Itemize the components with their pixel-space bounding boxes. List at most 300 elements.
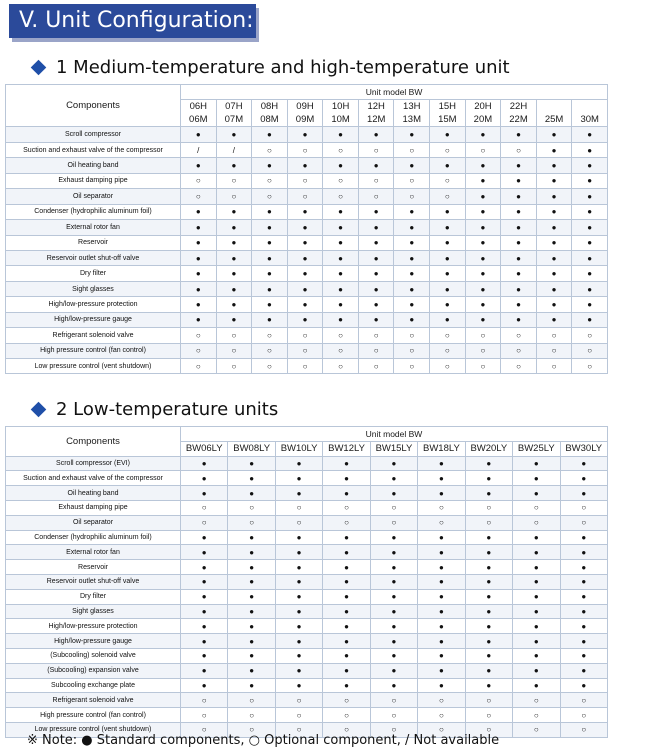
config-symbol-cell: ●: [275, 456, 322, 471]
table-row: [6, 708, 608, 723]
components-header: Components: [6, 85, 181, 127]
config-symbol-cell: ○: [536, 328, 572, 343]
config-symbol-cell: ●: [536, 204, 572, 219]
table-row: [6, 312, 608, 327]
config-symbol-cell: ●: [323, 204, 359, 219]
config-symbol-cell: ●: [394, 220, 430, 235]
config-symbol-cell: ●: [501, 266, 537, 281]
config-symbol-cell: ●: [323, 678, 370, 693]
table-row: [6, 142, 608, 157]
config-symbol-cell: ●: [513, 619, 560, 634]
config-symbol-cell: ●: [323, 250, 359, 265]
config-symbol-cell: ●: [465, 173, 501, 188]
config-symbol-cell: ●: [501, 220, 537, 235]
config-symbol-cell: ●: [181, 158, 217, 173]
model-h-code: [572, 100, 607, 113]
config-symbol-cell: ●: [323, 663, 370, 678]
config-symbol-cell: ○: [323, 173, 359, 188]
medium-high-temp-config-table: [5, 84, 608, 374]
model-header-cell: BW18LY: [418, 441, 465, 456]
component-label: External rotor fan: [6, 220, 181, 235]
config-symbol-cell: ●: [216, 266, 252, 281]
component-label: Sight glasses: [6, 281, 181, 296]
config-symbol-cell: ●: [370, 634, 417, 649]
config-symbol-cell: ●: [513, 530, 560, 545]
config-symbol-cell: ●: [560, 456, 607, 471]
config-symbol-cell: ●: [323, 560, 370, 575]
config-symbol-cell: ○: [572, 343, 608, 358]
config-symbol-cell: ●: [430, 158, 466, 173]
config-symbol-cell: ●: [572, 297, 608, 312]
config-symbol-cell: ●: [465, 456, 512, 471]
component-label: Dry filter: [6, 589, 181, 604]
config-symbol-cell: ○: [572, 359, 608, 374]
table-row: [6, 486, 608, 501]
config-symbol-cell: ●: [430, 312, 466, 327]
config-symbol-cell: ●: [465, 158, 501, 173]
config-symbol-cell: ○: [394, 343, 430, 358]
config-symbol-cell: ○: [430, 173, 466, 188]
config-symbol-cell: ●: [370, 574, 417, 589]
config-symbol-cell: ●: [465, 678, 512, 693]
config-symbol-cell: ●: [465, 545, 512, 560]
config-symbol-cell: ●: [465, 471, 512, 486]
config-symbol-cell: ○: [323, 693, 370, 708]
config-symbol-cell: ●: [275, 634, 322, 649]
config-symbol-cell: ○: [465, 515, 512, 530]
config-symbol-cell: ●: [358, 235, 394, 250]
config-symbol-cell: ●: [465, 530, 512, 545]
config-symbol-cell: ●: [465, 589, 512, 604]
table-row: [6, 189, 608, 204]
component-label: Oil separator: [6, 189, 181, 204]
config-symbol-cell: ●: [513, 634, 560, 649]
config-symbol-cell: ●: [323, 604, 370, 619]
config-symbol-cell: ○: [465, 708, 512, 723]
config-symbol-cell: ●: [572, 204, 608, 219]
config-symbol-cell: ●: [181, 471, 228, 486]
config-symbol-cell: ●: [394, 158, 430, 173]
config-symbol-cell: ●: [181, 604, 228, 619]
table-row: [6, 456, 608, 471]
config-symbol-cell: ●: [430, 250, 466, 265]
config-symbol-cell: ●: [275, 604, 322, 619]
config-symbol-cell: ●: [287, 127, 323, 142]
config-symbol-cell: ●: [275, 678, 322, 693]
page-title: V. Unit Configuration:: [9, 4, 256, 38]
config-symbol-cell: ○: [228, 722, 275, 737]
table-row: [6, 604, 608, 619]
config-symbol-cell: ○: [418, 515, 465, 530]
config-symbol-cell: ●: [370, 678, 417, 693]
config-symbol-cell: ○: [501, 343, 537, 358]
config-symbol-cell: ●: [323, 127, 359, 142]
table-row: [6, 281, 608, 296]
config-symbol-cell: ●: [252, 204, 288, 219]
config-symbol-cell: ●: [430, 235, 466, 250]
model-h-code: 12H: [367, 101, 385, 113]
config-symbol-cell: ●: [513, 604, 560, 619]
config-symbol-cell: ○: [323, 500, 370, 515]
config-symbol-cell: ●: [228, 663, 275, 678]
model-m-code: 30M: [580, 114, 599, 126]
model-h-code: 20H: [474, 101, 492, 113]
config-symbol-cell: ○: [181, 359, 217, 374]
model-header-cell: BW12LY: [323, 441, 370, 456]
config-symbol-cell: ●: [358, 250, 394, 265]
config-symbol-cell: ○: [275, 722, 322, 737]
config-symbol-cell: ●: [418, 486, 465, 501]
config-symbol-cell: ●: [216, 204, 252, 219]
config-symbol-cell: ●: [287, 220, 323, 235]
config-symbol-cell: ●: [418, 574, 465, 589]
config-symbol-cell: ●: [228, 471, 275, 486]
component-label: Oil heating band: [6, 486, 181, 501]
config-symbol-cell: ●: [323, 545, 370, 560]
config-symbol-cell: ●: [560, 589, 607, 604]
section2-heading-row: [30, 399, 278, 420]
section1-heading-row: [30, 57, 510, 78]
config-symbol-cell: ○: [323, 359, 359, 374]
config-symbol-cell: ●: [181, 297, 217, 312]
config-symbol-cell: ○: [181, 189, 217, 204]
config-symbol-cell: ●: [323, 456, 370, 471]
config-symbol-cell: ○: [358, 142, 394, 157]
config-symbol-cell: ●: [228, 604, 275, 619]
config-symbol-cell: ●: [560, 486, 607, 501]
config-symbol-cell: ○: [536, 343, 572, 358]
config-symbol-cell: ●: [323, 530, 370, 545]
model-h-code: 07H: [225, 101, 243, 113]
component-label: Oil heating band: [6, 158, 181, 173]
config-symbol-cell: ●: [536, 312, 572, 327]
model-h-code: [537, 100, 572, 113]
config-symbol-cell: ●: [560, 471, 607, 486]
config-symbol-cell: ●: [513, 456, 560, 471]
config-symbol-cell: ○: [513, 500, 560, 515]
config-symbol-cell: ●: [275, 574, 322, 589]
config-symbol-cell: ●: [560, 530, 607, 545]
config-symbol-cell: ●: [465, 204, 501, 219]
component-label: Low pressure control (vent shutdown): [6, 359, 181, 374]
config-symbol-cell: ○: [430, 343, 466, 358]
table-row: [6, 663, 608, 678]
model-h-code: 15H: [438, 101, 457, 113]
model-header-cell: BW06LY: [181, 441, 228, 456]
config-symbol-cell: ●: [358, 158, 394, 173]
config-symbol-cell: ○: [275, 708, 322, 723]
config-symbol-cell: ●: [418, 560, 465, 575]
config-symbol-cell: ●: [181, 545, 228, 560]
config-symbol-cell: ○: [181, 328, 217, 343]
config-symbol-cell: ○: [465, 359, 501, 374]
config-symbol-cell: ●: [418, 648, 465, 663]
model-m-code: 06M: [189, 114, 208, 126]
config-symbol-cell: ●: [513, 589, 560, 604]
config-symbol-cell: ○: [216, 343, 252, 358]
config-symbol-cell: ○: [181, 515, 228, 530]
config-symbol-cell: ●: [394, 281, 430, 296]
config-symbol-cell: ●: [430, 281, 466, 296]
config-symbol-cell: ○: [323, 189, 359, 204]
component-label: Reservoir outlet shut-off valve: [6, 574, 181, 589]
config-symbol-cell: ○: [370, 693, 417, 708]
config-symbol-cell: ●: [513, 486, 560, 501]
config-symbol-cell: ●: [394, 250, 430, 265]
config-symbol-cell: ●: [394, 266, 430, 281]
table-row: [6, 500, 608, 515]
config-symbol-cell: ●: [513, 663, 560, 678]
config-symbol-cell: ●: [216, 158, 252, 173]
config-symbol-cell: ○: [465, 693, 512, 708]
config-symbol-cell: ○: [181, 722, 228, 737]
config-symbol-cell: ●: [228, 678, 275, 693]
config-symbol-cell: ●: [418, 634, 465, 649]
config-symbol-cell: ●: [418, 663, 465, 678]
config-symbol-cell: ○: [394, 173, 430, 188]
table-row: [6, 297, 608, 312]
config-symbol-cell: ●: [501, 312, 537, 327]
model-header-cell: [323, 100, 359, 127]
config-symbol-cell: ●: [394, 297, 430, 312]
config-symbol-cell: ●: [358, 220, 394, 235]
config-symbol-cell: ●: [501, 281, 537, 296]
config-symbol-cell: ●: [323, 648, 370, 663]
config-symbol-cell: ○: [358, 328, 394, 343]
component-label: Scroll compressor (EVI): [6, 456, 181, 471]
model-header-cell: [572, 100, 608, 127]
config-symbol-cell: ●: [275, 619, 322, 634]
config-symbol-cell: ○: [252, 189, 288, 204]
config-symbol-cell: ●: [370, 589, 417, 604]
config-symbol-cell: ●: [181, 648, 228, 663]
config-symbol-cell: ●: [323, 266, 359, 281]
config-symbol-cell: ●: [181, 220, 217, 235]
config-symbol-cell: ●: [536, 158, 572, 173]
config-symbol-cell: ●: [287, 158, 323, 173]
section2-heading: 2 Low-temperature units: [56, 399, 279, 420]
config-symbol-cell: ●: [323, 281, 359, 296]
config-symbol-cell: ●: [465, 486, 512, 501]
config-symbol-cell: ○: [560, 693, 607, 708]
component-label: Suction and exhaust valve of the compressor: [6, 471, 181, 486]
model-header-cell: BW15LY: [370, 441, 417, 456]
model-header-cell: [252, 100, 288, 127]
config-symbol-cell: ○: [275, 693, 322, 708]
config-symbol-cell: ●: [181, 281, 217, 296]
config-symbol-cell: ●: [430, 266, 466, 281]
model-header-cell: [465, 100, 501, 127]
component-label: Exhaust damping pipe: [6, 173, 181, 188]
model-header-cell: [430, 100, 466, 127]
config-symbol-cell: ○: [513, 708, 560, 723]
config-symbol-cell: ●: [181, 235, 217, 250]
table-row: [6, 530, 608, 545]
component-label: Condenser (hydrophilic aluminum foil): [6, 530, 181, 545]
unit-model-header: Unit model BW: [181, 427, 608, 442]
config-symbol-cell: ●: [418, 530, 465, 545]
config-symbol-cell: ○: [501, 328, 537, 343]
table-row: [6, 471, 608, 486]
config-symbol-cell: ●: [572, 127, 608, 142]
table-row: [6, 359, 608, 374]
component-label: (Subcooling) solenoid valve: [6, 648, 181, 663]
config-symbol-cell: ○: [370, 515, 417, 530]
config-symbol-cell: ●: [536, 281, 572, 296]
config-symbol-cell: ●: [181, 634, 228, 649]
config-symbol-cell: ●: [536, 189, 572, 204]
config-symbol-cell: ○: [323, 142, 359, 157]
component-label: High/low-pressure protection: [6, 297, 181, 312]
config-symbol-cell: ○: [252, 328, 288, 343]
config-symbol-cell: ●: [181, 266, 217, 281]
config-symbol-cell: ●: [252, 220, 288, 235]
config-symbol-cell: ○: [287, 343, 323, 358]
model-m-code: 15M: [438, 114, 457, 126]
config-symbol-cell: ●: [323, 158, 359, 173]
config-symbol-cell: ●: [560, 663, 607, 678]
config-symbol-cell: ○: [370, 722, 417, 737]
config-symbol-cell: ●: [252, 250, 288, 265]
section1-heading: 1 Medium-temperature and high-temperature unit: [56, 57, 510, 78]
config-symbol-cell: ●: [501, 173, 537, 188]
low-temp-config-table: [5, 426, 608, 738]
component-label: Subcooling exchange plate: [6, 678, 181, 693]
config-symbol-cell: ●: [216, 220, 252, 235]
config-symbol-cell: ●: [513, 560, 560, 575]
config-symbol-cell: ●: [181, 250, 217, 265]
component-label: High/low-pressure gauge: [6, 312, 181, 327]
config-symbol-cell: ●: [358, 266, 394, 281]
config-symbol-cell: ●: [418, 678, 465, 693]
config-symbol-cell: ○: [394, 359, 430, 374]
model-header-cell: [216, 100, 252, 127]
model-h-code: 22H: [509, 101, 528, 113]
config-symbol-cell: ●: [228, 574, 275, 589]
component-label: High/low-pressure gauge: [6, 634, 181, 649]
config-symbol-cell: ●: [536, 220, 572, 235]
model-h-code: 10H: [331, 101, 350, 113]
config-symbol-cell: ●: [323, 634, 370, 649]
component-label: Refrigerant solenoid valve: [6, 693, 181, 708]
config-symbol-cell: ○: [287, 173, 323, 188]
config-symbol-cell: ○: [181, 708, 228, 723]
config-symbol-cell: ●: [228, 619, 275, 634]
config-symbol-cell: ●: [560, 634, 607, 649]
config-symbol-cell: ●: [394, 235, 430, 250]
config-symbol-cell: ●: [181, 663, 228, 678]
config-symbol-cell: ●: [465, 560, 512, 575]
config-symbol-cell: ●: [181, 456, 228, 471]
config-symbol-cell: ●: [252, 281, 288, 296]
config-symbol-cell: ●: [323, 312, 359, 327]
config-symbol-cell: ●: [418, 471, 465, 486]
config-symbol-cell: ○: [465, 722, 512, 737]
config-symbol-cell: ○: [394, 189, 430, 204]
config-symbol-cell: ●: [465, 266, 501, 281]
config-symbol-cell: ●: [501, 297, 537, 312]
config-symbol-cell: ●: [181, 589, 228, 604]
model-m-code: 08M: [260, 114, 279, 126]
component-label: Scroll compressor: [6, 127, 181, 142]
config-symbol-cell: ○: [560, 500, 607, 515]
config-symbol-cell: ●: [418, 545, 465, 560]
config-symbol-cell: ●: [536, 127, 572, 142]
config-symbol-cell: ●: [513, 471, 560, 486]
component-label: Reservoir: [6, 560, 181, 575]
table-row: [6, 235, 608, 250]
model-header-cell: [501, 100, 537, 127]
table-row: [6, 589, 608, 604]
config-symbol-cell: ●: [358, 204, 394, 219]
config-symbol-cell: ●: [536, 173, 572, 188]
table-row: [6, 343, 608, 358]
table-row: [6, 127, 608, 142]
unit-model-header: Unit model BW: [181, 85, 608, 100]
config-symbol-cell: ●: [501, 204, 537, 219]
config-symbol-cell: ●: [216, 250, 252, 265]
config-symbol-cell: ○: [394, 142, 430, 157]
config-symbol-cell: ●: [287, 312, 323, 327]
model-m-code: 07M: [224, 114, 244, 126]
config-symbol-cell: ●: [228, 456, 275, 471]
config-symbol-cell: ●: [572, 189, 608, 204]
component-label: Sight glasses: [6, 604, 181, 619]
config-symbol-cell: ○: [181, 500, 228, 515]
table-row: [6, 328, 608, 343]
config-symbol-cell: ○: [287, 328, 323, 343]
diamond-bullet-icon: [31, 402, 47, 418]
config-symbol-cell: ●: [275, 589, 322, 604]
component-label: Dry filter: [6, 266, 181, 281]
config-symbol-cell: ○: [216, 328, 252, 343]
table-row: [6, 173, 608, 188]
config-symbol-cell: ●: [513, 574, 560, 589]
config-symbol-cell: ●: [465, 281, 501, 296]
config-symbol-cell: ●: [275, 648, 322, 663]
model-h-code: 09H: [296, 101, 314, 113]
config-symbol-cell: ●: [501, 158, 537, 173]
config-symbol-cell: ●: [228, 486, 275, 501]
config-symbol-cell: ●: [394, 204, 430, 219]
config-symbol-cell: ●: [465, 648, 512, 663]
component-label: Reservoir outlet shut-off valve: [6, 250, 181, 265]
model-m-code: 20M: [473, 114, 493, 126]
config-symbol-cell: ●: [181, 530, 228, 545]
config-symbol-cell: ○: [465, 328, 501, 343]
config-symbol-cell: ●: [275, 530, 322, 545]
config-symbol-cell: ●: [370, 456, 417, 471]
config-symbol-cell: ○: [287, 189, 323, 204]
config-symbol-cell: ●: [501, 127, 537, 142]
config-symbol-cell: ●: [323, 297, 359, 312]
component-label: Refrigerant solenoid valve: [6, 328, 181, 343]
config-symbol-cell: ○: [418, 708, 465, 723]
component-label: High/low-pressure protection: [6, 619, 181, 634]
config-symbol-cell: ●: [181, 678, 228, 693]
config-symbol-cell: ●: [572, 312, 608, 327]
config-symbol-cell: ●: [465, 619, 512, 634]
config-symbol-cell: ●: [536, 266, 572, 281]
config-symbol-cell: ●: [560, 678, 607, 693]
config-symbol-cell: ○: [228, 500, 275, 515]
config-symbol-cell: ●: [418, 589, 465, 604]
component-label: High pressure control (fan control): [6, 343, 181, 358]
config-symbol-cell: /: [216, 142, 252, 157]
config-symbol-cell: ●: [430, 297, 466, 312]
config-symbol-cell: ●: [287, 204, 323, 219]
config-symbol-cell: ●: [513, 648, 560, 663]
